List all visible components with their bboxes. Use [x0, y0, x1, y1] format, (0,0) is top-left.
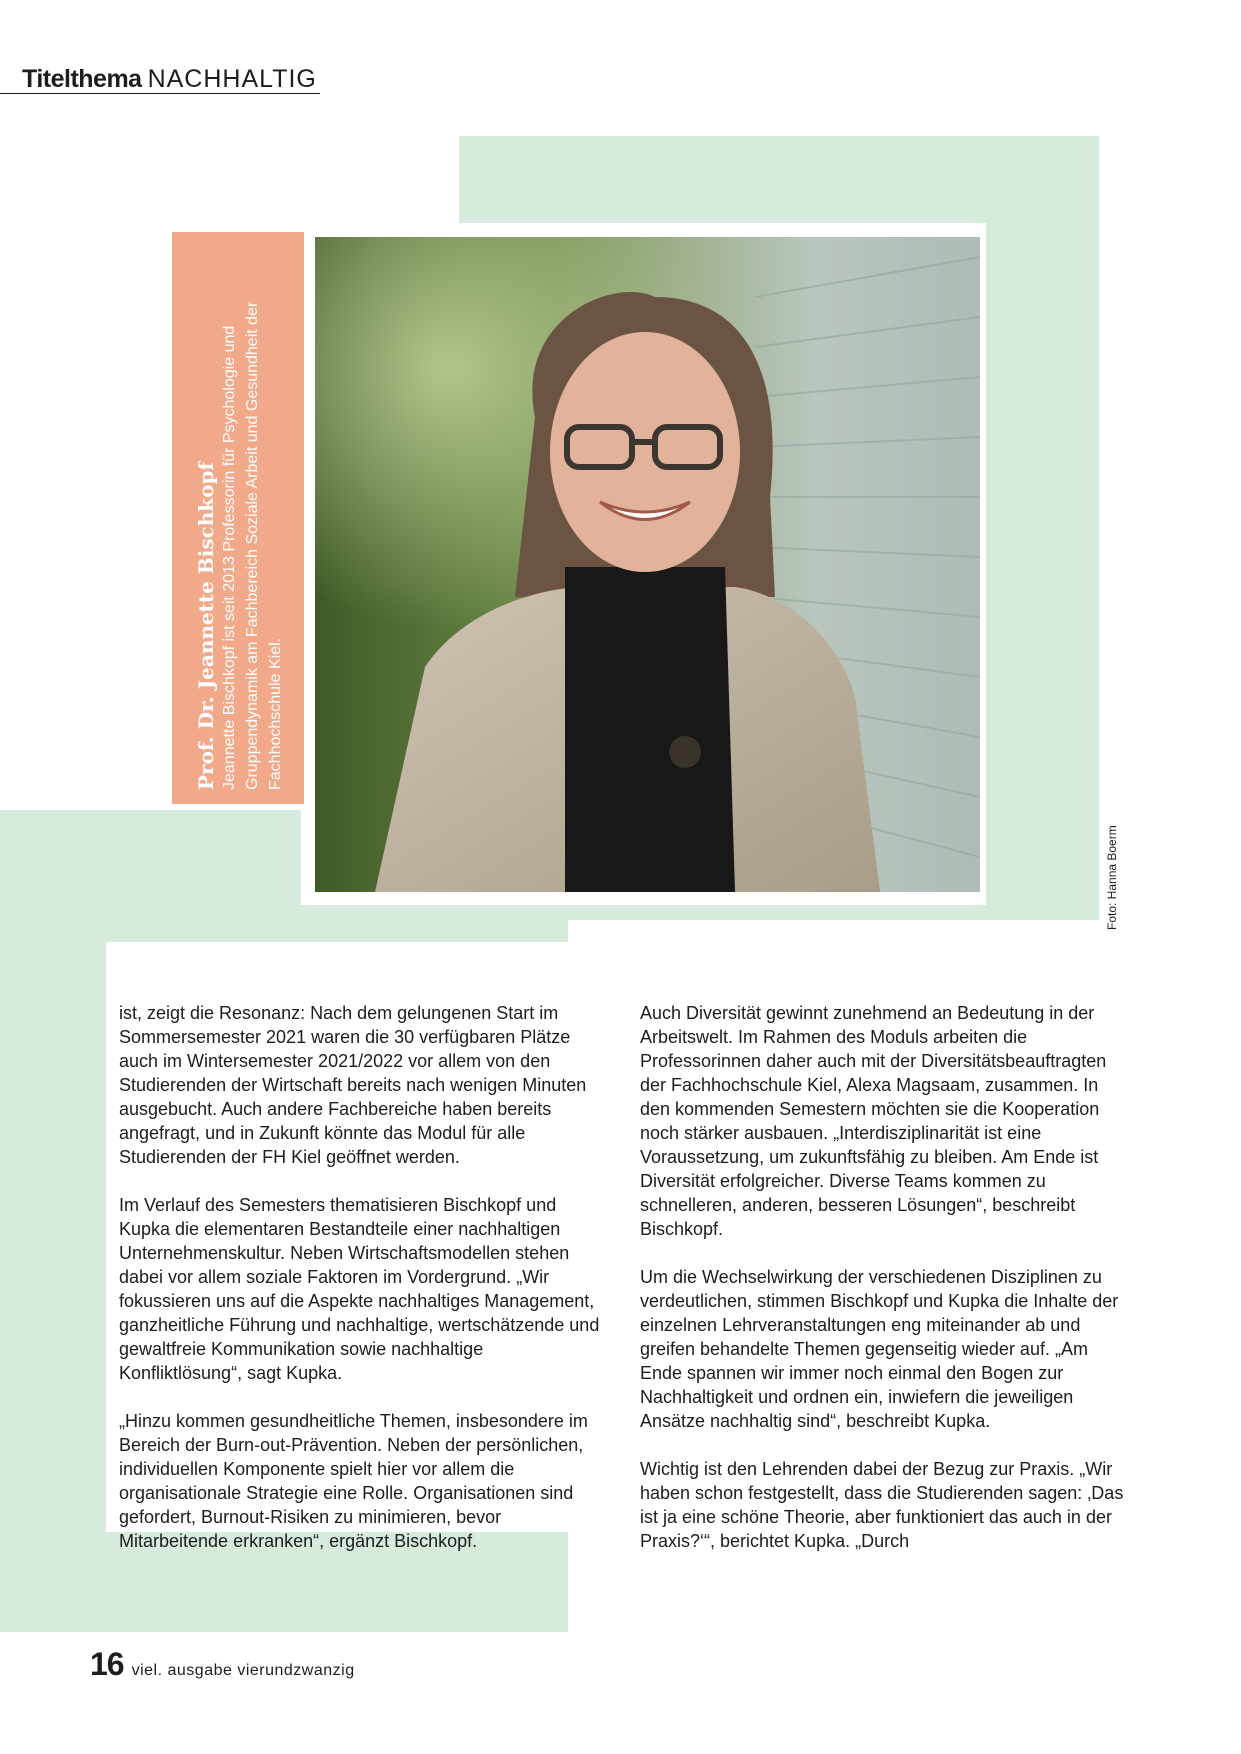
- running-header: [22, 64, 317, 94]
- paragraph: Im Verlauf des Semesters thematisieren Bischkopf und Kupka die elementaren Bestandteile einer nachhaltigen Unternehmenskultur. Neben Wirtschaftsmodellen stehen dabei vor allem soziale Faktoren im Vordergrund. „Wir fokussieren uns auf die Aspekte nachhaltiges Management, ganzheitliche Führung und nachhaltige, wertschätzende und gewaltfreie Kommunikation sowie nachhaltige Konfliktlösung“, sagt Kupka.: [119, 1195, 600, 1383]
- text-column-right: [640, 1001, 1130, 1577]
- caption-name: Prof. Dr. Jeannette Bischkopf: [194, 461, 218, 790]
- caption-text: Jeannette Bischkopf ist seit 2013 Professorin für Psychologie und Gruppendynamik am Fachbereich Soziale Arbeit und Gesundheit der Fachhochschule Kiel.: [221, 301, 284, 790]
- paragraph: „Hinzu kommen gesundheitliche Themen, insbesondere im Bereich der Burn-out-Prävention. Neben der persönlichen, individuellen Komponente spielt hier vor allem die organisationale Strategie eine Rolle. Organisationen sind gefordert, Burnout-Risiken zu minimieren, bevor Mitarbeitende erkranken“, ergänzt Bischkopf.: [119, 1411, 588, 1551]
- paragraph: Um die Wechselwirkung der verschiedenen Disziplinen zu verdeutlichen, stimmen Bischkopf und Kupka die Inhalte der einzelnen Lehrveranstaltungen eng miteinander ab und greifen behandelte Themen gegenseitig wieder auf. „Am Ende spannen wir immer noch einmal den Bogen zur Nachhaltigkeit und ordnen ein, inwiefern die jeweiligen Ansätze nachhaltig sind“, beschreibt Kupka.: [640, 1267, 1119, 1431]
- header-kicker: Titelthema: [22, 65, 142, 93]
- photo-credit: Foto: Hanna Boerm: [1105, 825, 1119, 930]
- photo-credit-wrap: [1101, 810, 1123, 930]
- page-footer: [90, 1646, 355, 1683]
- paragraph: ist, zeigt die Resonanz: Nach dem gelungenen Start im Sommersemester 2021 waren die 30 verfügbaren Plätze auch im Wintersemester 2021/2022 vor allem von den Studierenden der Wirtschaft bereits nach wenigen Minuten ausgebucht. Auch andere Fachbereiche haben bereits angefragt, und in Zukunft könnte das Modul für alle Studierenden der FH Kiel geöffnet werden.: [119, 1003, 587, 1167]
- portrait-photo: [315, 237, 980, 892]
- page-number: 16: [90, 1646, 124, 1682]
- portrait-caption: [172, 232, 304, 804]
- header-rule: [0, 93, 320, 94]
- text-column-left: [119, 1001, 609, 1577]
- paragraph: Wichtig ist den Lehrenden dabei der Bezug zur Praxis. „Wir haben schon festgestellt, dass die Studierenden sagen: ‚Das ist ja eine schöne Theorie, aber funktioniert das auch in der Praxis?‘“, berichtet Kupka. „Durch: [640, 1459, 1124, 1551]
- magazine-name: viel. ausgabe vierundzwanzig: [131, 1662, 355, 1679]
- header-section: NACHHALTIG: [147, 65, 317, 93]
- paragraph: Auch Diversität gewinnt zunehmend an Bedeutung in der Arbeitswelt. Im Rahmen des Moduls arbeiten die Professorinnen daher auch mit der Diversitätsbeauftragten der Fachhochschule Kiel, Alexa Magsaam, zusammen. In den kommenden Semestern möchten sie die Kooperation noch stärker ausbauen. „Interdisziplinarität ist eine Voraussetzung, um zukunftsfähig zu bleiben. Am Ende ist Diversität erfolgreicher. Diverse Teams kommen zu schnelleren, anderen, besseren Lösungen“, beschreibt Bischkopf.: [640, 1003, 1107, 1239]
